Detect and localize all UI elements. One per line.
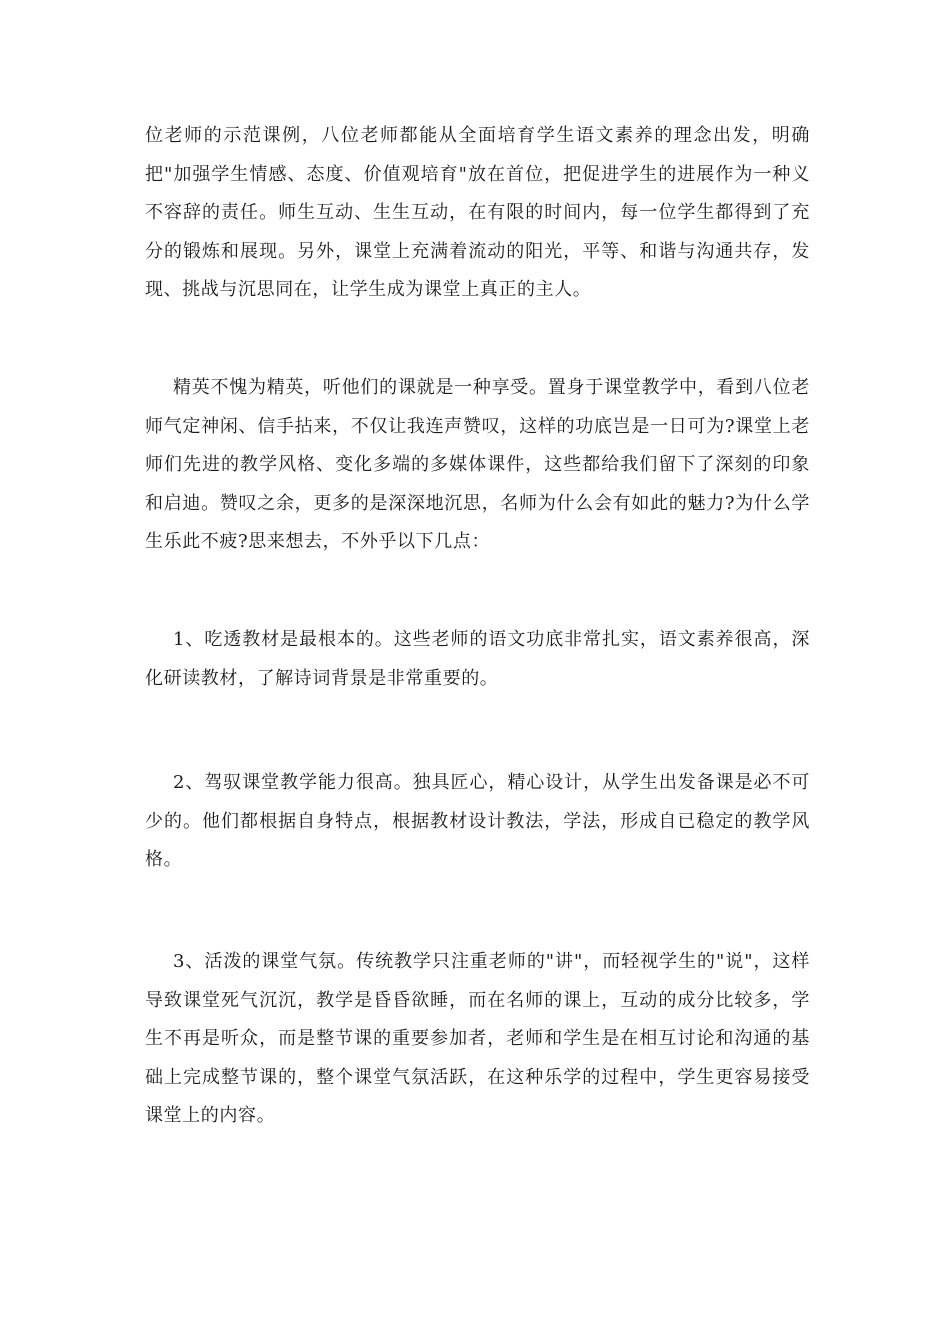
paragraph-reflection: 精英不愧为精英，听他们的课就是一种享受。置身于课堂教学中，看到八位老师气定神闲、信手拈来，不仅让我连声赞叹，这样的功底岂是一日可为?课堂上老师们先进的教学风格、变化多端的多媒体课件，这些都给我们留下了深刻的印象和启迪。赞叹之余，更多的是深深地沉思，名师为什么会有如此的魅力?为什么学生乐此不疲?思来想去，不外乎以下几点：: [145, 377, 810, 552]
paragraph-point-3: 3、活泼的课堂气氛。传统教学只注重老师的"讲"，而轻视学生的"说"，这样导致课堂死气沉沉，教学是昏昏欲睡，而在名师的课上，互动的成分比较多，学生不再是听众，而是整节课的重要参加者，老师和学生是在相互讨论和沟通的基础上完成整节课的，整个课堂气氛活跃，在这种乐学的过程中，学生更容易接受课堂上的内容。: [145, 951, 810, 1126]
paragraph-point-2: 2、驾驭课堂教学能力很高。独具匠心，精心设计，从学生出发备课是必不可少的。他们都根据自身特点，根据教材设计教法，学法，形成自已稳定的教学风格。: [145, 772, 810, 870]
paragraph-point-1: 1、吃透教材是最根本的。这些老师的语文功底非常扎实，语文素养很高，深化研读教材，了解诗词背景是非常重要的。: [145, 629, 810, 689]
paragraph-continuation: 位老师的示范课例，八位老师都能从全面培育学生语文素养的理念出发，明确把"加强学生情感、态度、价值观培育"放在首位，把促进学生的进展作为一种义不容辞的责任。师生互动、生生互动，在有限的时间内，每一位学生都得到了充分的锻炼和展现。另外，课堂上充满着流动的阳光，平等、和谐与沟通共存，发现、挑战与沉思同在，让学生成为课堂上真正的主人。: [145, 125, 810, 300]
